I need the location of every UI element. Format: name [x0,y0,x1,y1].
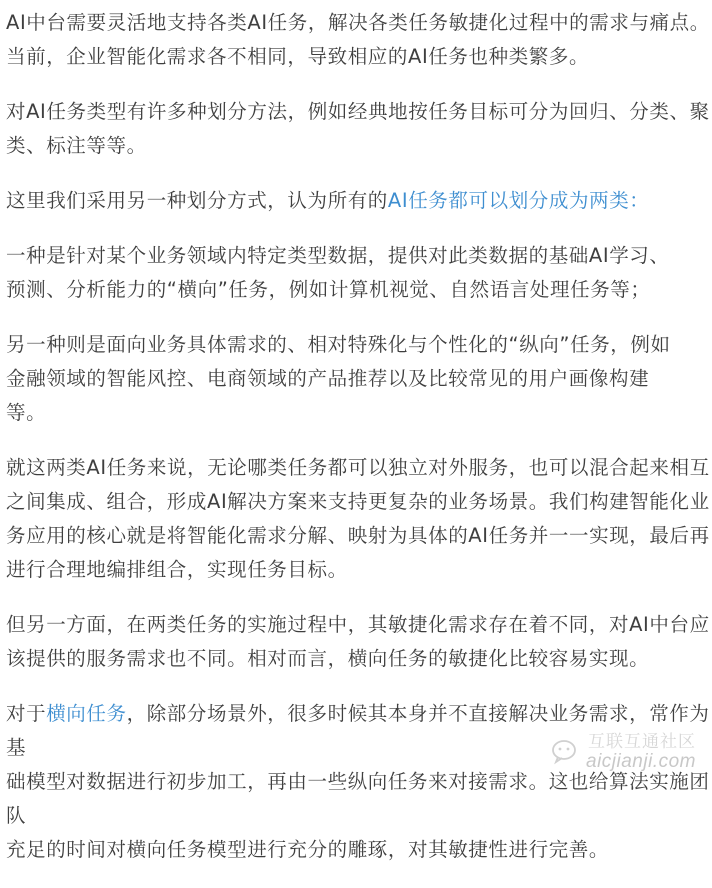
highlight-horizontal-task: 横向任务 [46,702,127,725]
highlight-two-types: AI任务都可以划分成为两类： [387,189,650,212]
paragraph-horizontal-detail-prefix: 对于 [6,702,47,725]
wechat-icon [552,739,582,765]
paragraph-two-types [6,184,710,218]
paragraph-classification-methods: 对AI任务类型有许多种划分方法，例如经典地按任务目标可分为回归、分类、聚 类、标注等等。 [6,100,710,157]
paragraph-intro: AI中台需要灵活地支持各类AI任务，解决各类任务敏捷化过程中的需求与痛点。 当前，企业智能化需求各不相同，导致相应的AI任务也种类繁多。 [6,11,710,68]
paragraph-vertical-task: 另一种则是面向业务具体需求的、相对特殊化与个性化的“纵向”任务，例如 金融领域的智能风控、电商领域的产品推荐以及比较常见的用户画像构建 等。 [6,333,671,424]
paragraph-horizontal-detail [6,697,710,867]
paragraph-integration: 就这两类AI任务来说，无论哪类任务都可以独立对外服务，也可以混合起来相互 之间集成、组合，形成AI解决方案来支持更复杂的业务场景。我们构建智能化业 务应用的核心就是将智能化需求分解、映射为具体的AI任务并一一实现，最后再 进行合理地编排组合，实现任务目标。 [6,456,710,581]
watermark-url: aicjianji.com [586,751,696,772]
paragraph-horizontal-task: 一种是针对某个业务领域内特定类型数据，提供对此类数据的基础AI学习、 预测、分析能力的“横向”任务，例如计算机视觉、自然语言处理任务等； [6,244,670,301]
watermark [552,725,702,779]
paragraph-two-types-text: 这里我们采用另一种划分方式，认为所有的 [6,189,388,212]
paragraph-agility-difference: 但另一方面，在两类任务的实施过程中，其敏捷化需求存在着不同，对AI中台应 该提供的服务需求也不同。相对而言，横向任务的敏捷化比较容易实现。 [6,613,710,670]
watermark-title: 互联互通社区 [588,732,696,752]
paragraph-horizontal-detail-rest: ，除部分场景外，很多时候其本身并不直接解决业务需求，常作为基 础模型对数据进行初步加工，再由一些纵向任务来对接需求。这也给算法实施团队 充足的时间对横向任务模型进行充分的雕琢，对其敏捷性进行完善。 [6,702,710,861]
